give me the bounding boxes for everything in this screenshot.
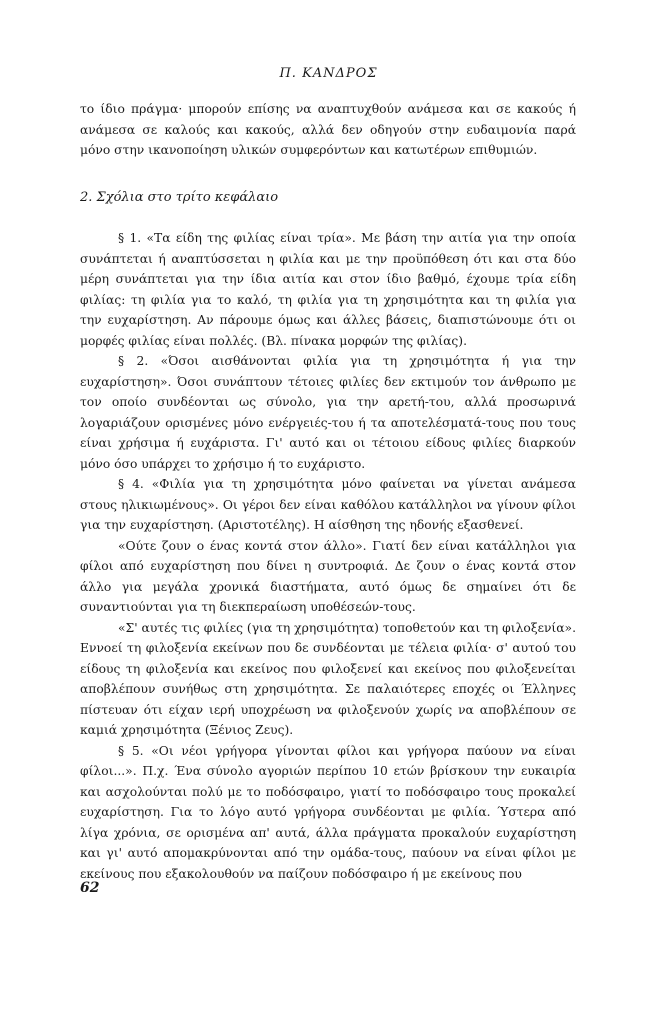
paragraph-3: § 4. «Φιλία για τη χρησιμότητα μόνο φαίνεται να γίνεται ανάμεσα στους ηλικιωμένους». Οι γέροι δεν είναι καθόλου κατάλληλοι να γίνουν φίλοι για την ευχαρίστηση. (Αριστοτέλης). Η αίσθηση της ηδονής εξασθενεί. (80, 477, 576, 532)
paragraph-text: το ίδιο πράγμα· μπορούν επίσης να αναπτυχθούν ανάμεσα και σε κακούς ή ανάμεσα σε καλούς και κακούς, αλλά δεν οδηγούν στην ευδαιμονία παρά μόνο στην ικανοποίηση υλικών συμφερόντων και κατωτέρων επιθυμιών. (80, 102, 576, 157)
commentary-body (80, 228, 576, 884)
paragraph-5: «Σ' αυτές τις φιλίες (για τη χρησιμότητα) τοποθετούν και τη φιλοξενία». Εννοεί τη φιλοξενία εκείνων που δε συνδέονται με τέλεια φιλία· σ' αυτού του είδους τη φιλοξενία και εκείνος που φιλοξενεί και εκείνος που φιλοξενείται αποβλέπουν συνήθως στη χρησιμότητα. Σε παλαιότερες εποχές οι Έλληνες πίστευαν ότι είχαν ιερή υποχρέωση να φιλοξενούν χωρίς να αποβλέπουν σε καμιά χρησιμότητα (Ξένιος Ζευς). (80, 620, 576, 737)
paragraph-2: § 2. «Όσοι αισθάνονται φιλία για τη χρησιμότητα ή για την ευχαρίστηση». Όσοι συνάπτουν τέτοιες φιλίες δεν εκτιμούν τον άνθρωπο με τον οποίο συνδέονται ως σύνολο, για την αρετή-του, αλλά προσωρινά λογαριάζουν ορισμένες μόνο ενέργειές-του ή τα αποτελέσματά-τους που τους είναι χρήσιμα ή ευχάριστα. Γι' αυτό και οι τέτοιου είδους φιλίες διαρκούν μόνο όσο υπάρχει το χρήσιμο ή το ευχάριστο. (80, 354, 576, 471)
paragraph-1: § 1. «Τα είδη της φιλίας είναι τρία». Με βάση την αιτία για την οποία συνάπτεται ή αναπτύσσεται η φιλία και με την προϋπόθεση ότι και στα δύο μέρη συνάπτεται για την ίδια αιτία και στον ίδιο βαθμό, έχουμε τρία είδη φιλίας: τη φιλία για το καλό, τη φιλία για τη χρησιμότητα και τη φιλία για την ευχαρίστηση. Αν πάρουμε όμως και άλλες βάσεις, διαπιστώνουμε ότι οι μορφές φιλίας είναι πολλές. (Βλ. πίνακα μορφών της φιλίας). (80, 231, 576, 348)
paragraph-4: «Ούτε ζουν ο ένας κοντά στον άλλο». Γιατί δεν είναι κατάλληλοι για φίλοι από ευχαρίστηση που δίνει η συντροφιά. Δε ζουν ο ένας κοντά στον άλλο για μεγάλα χρονικά διαστήματα, αυτό όμως δε σημαίνει ότι δε συναντιούνται για τη διεκπεραίωση υποθέσεών-τους. (80, 538, 576, 614)
page-number: 62 (80, 880, 100, 896)
section-heading: 2. Σχόλια στο τρίτο κεφάλαιο (80, 190, 279, 205)
running-header: Π. ΚΑΝΔΡΟΣ (279, 66, 378, 81)
continuation-paragraph (80, 99, 576, 161)
paragraph-6: § 5. «Οι νέοι γρήγορα γίνονται φίλοι και γρήγορα παύουν να είναι φίλοι...». Π.χ. Ένα σύνολο αγοριών περίπου 10 ετών βρίσκουν την ευκαιρία και ασχολούνται πολύ με το ποδόσφαιρο, γιατί το ποδόσφαιρο τους προκαλεί ευχαρίστηση. Για το λόγο αυτό γρήγορα συνδέονται με φιλία. Ύστερα από λίγα χρόνια, σε ορισμένα απ' αυτά, άλλα πράγματα προκαλούν ευχαρίστηση και γι' αυτό απομακρύνονται από την ομάδα-τους, παύουν να είναι φίλοι με εκείνους που εξακολουθούν να παίζουν ποδόσφαιρο ή με εκείνους που (80, 743, 576, 881)
